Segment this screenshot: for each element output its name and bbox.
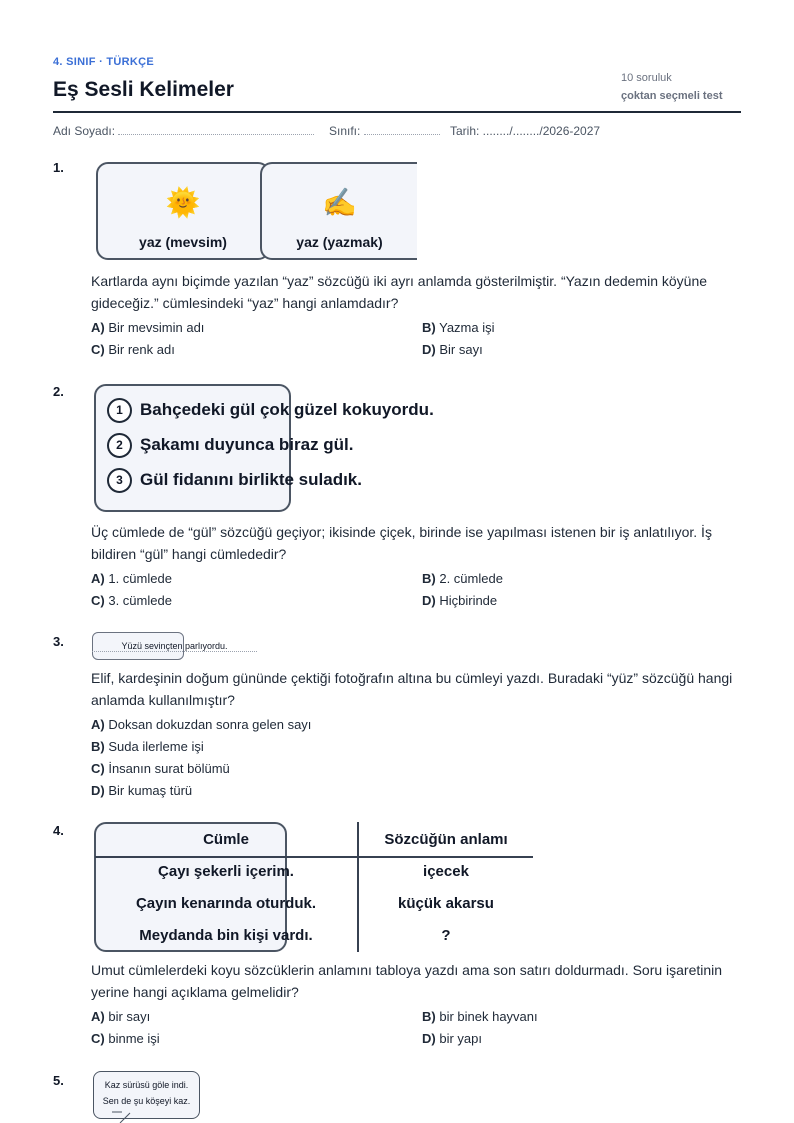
- table-cell: içecek: [423, 863, 469, 880]
- class-blank[interactable]: [364, 124, 440, 135]
- option-b[interactable]: B) Suda ilerleme işi: [91, 739, 204, 754]
- option-d[interactable]: D) Bir kumaş türü: [91, 783, 193, 798]
- card-yaz-mevsim: [96, 162, 270, 260]
- name-blank[interactable]: [118, 124, 314, 135]
- date-field: [450, 124, 600, 138]
- name-label: Adı Soyadı:: [53, 124, 116, 138]
- table-header-meaning: Sözcüğün anlamı: [384, 831, 508, 848]
- sentence-3: 3 Gül fidanını birlikte suladık.: [107, 468, 362, 493]
- option-c[interactable]: C) 3. cümlede: [91, 593, 172, 608]
- speech-line-2: Sen de şu köşeyi kaz.: [102, 1096, 191, 1106]
- card-label: yaz (yazmak): [296, 234, 383, 250]
- sun-icon: 🌞: [165, 187, 201, 218]
- date-label: Tarih: ......../......../2026-2027: [450, 124, 601, 138]
- card-label: yaz (mevsim): [139, 234, 227, 250]
- class-label: Sınıfı:: [329, 124, 361, 138]
- option-c[interactable]: C) Bir renk adı: [91, 342, 175, 357]
- question-1-text: Kartlarda aynı biçimde yazılan “yaz” sözcüğü iki ayrı anlamda gösterilmiştir. “Yazın dedemin köyüne gideceğiz.” cümlesindeki “yaz” hangi anlamdadır?: [91, 273, 708, 311]
- table-cell: Çayı şekerli içerim.: [158, 863, 294, 880]
- table-cell-missing: ?: [441, 927, 451, 944]
- question-3-text: Elif, kardeşinin doğum gününde çektiği fotoğrafın altına bu cümleyi yazdı. Buradaki “yüz” sözcüğü hangi anlamda kullanılmıştır?: [91, 670, 733, 708]
- option-d[interactable]: D) Bir sayı: [422, 342, 483, 357]
- speech-line-1: Kaz sürüsü göle indi.: [104, 1080, 189, 1090]
- option-d[interactable]: D) Hiçbirinde: [422, 593, 498, 608]
- speech-tail-icon: [110, 1108, 140, 1123]
- option-b[interactable]: B) 2. cümlede: [422, 571, 503, 586]
- option-a[interactable]: A) Doksan dokuzdan sonra gelen sayı: [91, 717, 312, 732]
- test-type: çoktan seçmeli test: [621, 90, 723, 102]
- card-yaz-yazmak: [260, 162, 417, 260]
- header-divider: [53, 111, 741, 113]
- writing-hand-icon: ✍️: [322, 187, 357, 218]
- option-b[interactable]: B) bir binek hayvanı: [422, 1009, 538, 1024]
- table-cell: Meydanda bin kişi vardı.: [139, 927, 313, 944]
- question-2-text: Üç cümlede de “gül” sözcüğü geçiyor; ikisinde çiçek, birinde ise yapılması istenen bir iş anlatılıyor. İş bildiren “gül” hangi cümlededir?: [91, 524, 712, 562]
- class-field[interactable]: [329, 124, 440, 138]
- table-header-sentence: Cümle: [203, 831, 249, 848]
- question-4-number: 4.: [53, 823, 64, 838]
- grade-subject: 4. SINIF · TÜRKÇE: [53, 56, 155, 68]
- table-header-line: [95, 856, 533, 858]
- question-count: 10 soruluk: [621, 72, 672, 84]
- sentence-2: 2 Şakamı duyunca biraz gül.: [107, 433, 354, 458]
- table-cell: Çayın kenarında oturduk.: [135, 895, 317, 912]
- photo-caption: Yüzü sevinçten parlıyordu.: [92, 641, 257, 652]
- option-a[interactable]: A) 1. cümlede: [91, 571, 172, 586]
- question-3-number: 3.: [53, 634, 64, 649]
- question-2-number: 2.: [53, 384, 64, 399]
- table-cell: küçük akarsu: [398, 895, 494, 912]
- option-a[interactable]: A) Bir mevsimin adı: [91, 320, 205, 335]
- question-4-text: Umut cümlelerdeki koyu sözcüklerin anlamını tabloya yazdı ama son satırı doldurmadı. Soru işaretinin yerine hangi açıklama gelmelidir?: [91, 962, 723, 1000]
- question-5-number: 5.: [53, 1073, 64, 1088]
- option-b[interactable]: B) Yazma işi: [422, 320, 495, 335]
- name-field[interactable]: [53, 124, 314, 138]
- option-d[interactable]: D) bir yapı: [422, 1031, 482, 1046]
- option-a[interactable]: A) bir sayı: [91, 1009, 151, 1024]
- page-title: Eş Sesli Kelimeler: [53, 78, 234, 101]
- option-c[interactable]: C) binme işi: [91, 1031, 160, 1046]
- sentence-1: 1 Bahçedeki gül çok güzel kokuyordu.: [107, 398, 434, 423]
- question-1-number: 1.: [53, 160, 64, 175]
- option-c[interactable]: C) İnsanın surat bölümü: [91, 761, 230, 776]
